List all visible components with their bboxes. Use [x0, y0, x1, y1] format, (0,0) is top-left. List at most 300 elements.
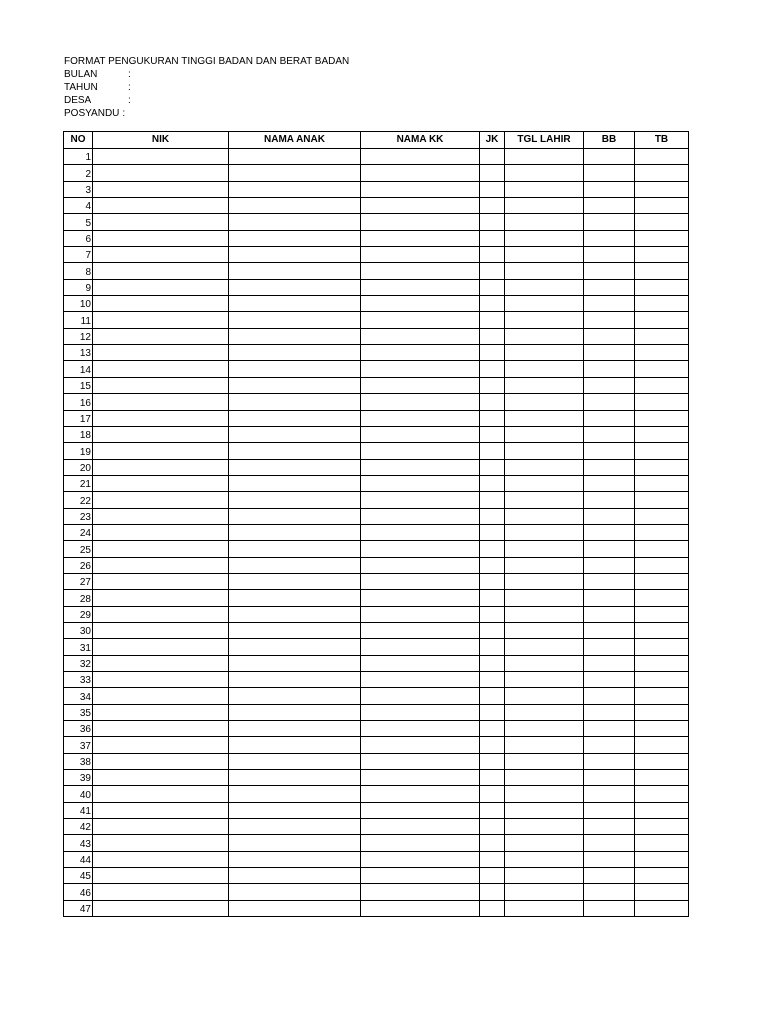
- cell-nik[interactable]: [93, 328, 229, 344]
- cell-tgl-lahir[interactable]: [505, 721, 584, 737]
- cell-jk[interactable]: [480, 263, 505, 279]
- cell-bb[interactable]: [584, 753, 635, 769]
- cell-tb[interactable]: [635, 410, 689, 426]
- cell-bb[interactable]: [584, 900, 635, 916]
- cell-nama-kk[interactable]: [361, 590, 480, 606]
- cell-tb[interactable]: [635, 590, 689, 606]
- cell-bb[interactable]: [584, 786, 635, 802]
- cell-bb[interactable]: [584, 721, 635, 737]
- cell-nik[interactable]: [93, 247, 229, 263]
- cell-bb[interactable]: [584, 606, 635, 622]
- cell-nik[interactable]: [93, 165, 229, 181]
- cell-nama-kk[interactable]: [361, 770, 480, 786]
- cell-tgl-lahir[interactable]: [505, 410, 584, 426]
- cell-jk[interactable]: [480, 688, 505, 704]
- cell-bb[interactable]: [584, 508, 635, 524]
- cell-jk[interactable]: [480, 835, 505, 851]
- cell-tgl-lahir[interactable]: [505, 492, 584, 508]
- cell-nama-kk[interactable]: [361, 688, 480, 704]
- cell-tgl-lahir[interactable]: [505, 655, 584, 671]
- cell-bb[interactable]: [584, 524, 635, 540]
- cell-bb[interactable]: [584, 819, 635, 835]
- cell-nik[interactable]: [93, 541, 229, 557]
- cell-tgl-lahir[interactable]: [505, 296, 584, 312]
- cell-bb[interactable]: [584, 557, 635, 573]
- cell-tb[interactable]: [635, 884, 689, 900]
- cell-jk[interactable]: [480, 312, 505, 328]
- cell-bb[interactable]: [584, 394, 635, 410]
- cell-tb[interactable]: [635, 214, 689, 230]
- cell-tb[interactable]: [635, 328, 689, 344]
- cell-tb[interactable]: [635, 247, 689, 263]
- cell-nama-anak[interactable]: [229, 721, 361, 737]
- cell-nik[interactable]: [93, 851, 229, 867]
- cell-nik[interactable]: [93, 557, 229, 573]
- cell-nama-kk[interactable]: [361, 149, 480, 165]
- cell-nik[interactable]: [93, 426, 229, 442]
- cell-nama-anak[interactable]: [229, 868, 361, 884]
- cell-tb[interactable]: [635, 737, 689, 753]
- cell-nama-anak[interactable]: [229, 181, 361, 197]
- cell-nama-kk[interactable]: [361, 639, 480, 655]
- cell-tb[interactable]: [635, 165, 689, 181]
- cell-tb[interactable]: [635, 296, 689, 312]
- cell-jk[interactable]: [480, 573, 505, 589]
- cell-nama-anak[interactable]: [229, 459, 361, 475]
- cell-nik[interactable]: [93, 377, 229, 393]
- cell-nik[interactable]: [93, 737, 229, 753]
- cell-nama-kk[interactable]: [361, 900, 480, 916]
- cell-bb[interactable]: [584, 770, 635, 786]
- cell-nama-anak[interactable]: [229, 819, 361, 835]
- cell-tgl-lahir[interactable]: [505, 753, 584, 769]
- cell-bb[interactable]: [584, 639, 635, 655]
- cell-nama-anak[interactable]: [229, 410, 361, 426]
- cell-bb[interactable]: [584, 492, 635, 508]
- cell-tgl-lahir[interactable]: [505, 198, 584, 214]
- cell-bb[interactable]: [584, 165, 635, 181]
- cell-tb[interactable]: [635, 361, 689, 377]
- cell-nama-anak[interactable]: [229, 345, 361, 361]
- cell-bb[interactable]: [584, 149, 635, 165]
- cell-tb[interactable]: [635, 802, 689, 818]
- cell-nama-kk[interactable]: [361, 508, 480, 524]
- cell-tgl-lahir[interactable]: [505, 230, 584, 246]
- cell-nama-kk[interactable]: [361, 198, 480, 214]
- cell-tgl-lahir[interactable]: [505, 639, 584, 655]
- cell-tgl-lahir[interactable]: [505, 672, 584, 688]
- cell-bb[interactable]: [584, 802, 635, 818]
- cell-tb[interactable]: [635, 279, 689, 295]
- cell-jk[interactable]: [480, 296, 505, 312]
- cell-tb[interactable]: [635, 557, 689, 573]
- cell-nama-kk[interactable]: [361, 394, 480, 410]
- cell-nik[interactable]: [93, 802, 229, 818]
- cell-nik[interactable]: [93, 492, 229, 508]
- cell-nik[interactable]: [93, 884, 229, 900]
- cell-bb[interactable]: [584, 541, 635, 557]
- cell-tgl-lahir[interactable]: [505, 819, 584, 835]
- cell-nama-kk[interactable]: [361, 655, 480, 671]
- cell-bb[interactable]: [584, 198, 635, 214]
- cell-tb[interactable]: [635, 541, 689, 557]
- cell-jk[interactable]: [480, 230, 505, 246]
- cell-jk[interactable]: [480, 214, 505, 230]
- cell-bb[interactable]: [584, 377, 635, 393]
- cell-nama-anak[interactable]: [229, 149, 361, 165]
- cell-jk[interactable]: [480, 361, 505, 377]
- cell-jk[interactable]: [480, 753, 505, 769]
- cell-nik[interactable]: [93, 688, 229, 704]
- cell-bb[interactable]: [584, 884, 635, 900]
- cell-bb[interactable]: [584, 328, 635, 344]
- cell-tgl-lahir[interactable]: [505, 770, 584, 786]
- cell-bb[interactable]: [584, 312, 635, 328]
- cell-jk[interactable]: [480, 492, 505, 508]
- cell-tgl-lahir[interactable]: [505, 541, 584, 557]
- cell-jk[interactable]: [480, 508, 505, 524]
- cell-tgl-lahir[interactable]: [505, 737, 584, 753]
- cell-nik[interactable]: [93, 296, 229, 312]
- cell-tgl-lahir[interactable]: [505, 181, 584, 197]
- cell-nama-kk[interactable]: [361, 443, 480, 459]
- cell-jk[interactable]: [480, 802, 505, 818]
- cell-nik[interactable]: [93, 508, 229, 524]
- cell-tb[interactable]: [635, 655, 689, 671]
- cell-tgl-lahir[interactable]: [505, 868, 584, 884]
- cell-nik[interactable]: [93, 214, 229, 230]
- cell-jk[interactable]: [480, 459, 505, 475]
- cell-nik[interactable]: [93, 655, 229, 671]
- cell-nama-kk[interactable]: [361, 721, 480, 737]
- cell-nama-kk[interactable]: [361, 279, 480, 295]
- cell-jk[interactable]: [480, 900, 505, 916]
- cell-tb[interactable]: [635, 426, 689, 442]
- cell-nik[interactable]: [93, 622, 229, 638]
- cell-bb[interactable]: [584, 426, 635, 442]
- cell-nama-kk[interactable]: [361, 181, 480, 197]
- cell-nama-kk[interactable]: [361, 541, 480, 557]
- cell-bb[interactable]: [584, 688, 635, 704]
- cell-jk[interactable]: [480, 655, 505, 671]
- cell-tb[interactable]: [635, 819, 689, 835]
- cell-nik[interactable]: [93, 263, 229, 279]
- cell-jk[interactable]: [480, 639, 505, 655]
- cell-tb[interactable]: [635, 345, 689, 361]
- cell-bb[interactable]: [584, 263, 635, 279]
- cell-tb[interactable]: [635, 573, 689, 589]
- cell-nama-kk[interactable]: [361, 622, 480, 638]
- cell-jk[interactable]: [480, 149, 505, 165]
- cell-tb[interactable]: [635, 704, 689, 720]
- cell-tb[interactable]: [635, 230, 689, 246]
- cell-jk[interactable]: [480, 279, 505, 295]
- cell-nik[interactable]: [93, 721, 229, 737]
- cell-nama-anak[interactable]: [229, 704, 361, 720]
- cell-nama-anak[interactable]: [229, 753, 361, 769]
- cell-tb[interactable]: [635, 900, 689, 916]
- cell-bb[interactable]: [584, 851, 635, 867]
- cell-tgl-lahir[interactable]: [505, 263, 584, 279]
- cell-tgl-lahir[interactable]: [505, 851, 584, 867]
- cell-bb[interactable]: [584, 459, 635, 475]
- cell-jk[interactable]: [480, 851, 505, 867]
- cell-nama-anak[interactable]: [229, 361, 361, 377]
- cell-jk[interactable]: [480, 377, 505, 393]
- cell-nama-anak[interactable]: [229, 508, 361, 524]
- cell-tgl-lahir[interactable]: [505, 214, 584, 230]
- cell-nik[interactable]: [93, 819, 229, 835]
- cell-nama-kk[interactable]: [361, 704, 480, 720]
- cell-jk[interactable]: [480, 475, 505, 491]
- cell-nama-kk[interactable]: [361, 263, 480, 279]
- cell-tb[interactable]: [635, 149, 689, 165]
- cell-nama-anak[interactable]: [229, 377, 361, 393]
- cell-nama-kk[interactable]: [361, 230, 480, 246]
- cell-nama-kk[interactable]: [361, 835, 480, 851]
- cell-jk[interactable]: [480, 345, 505, 361]
- cell-nama-anak[interactable]: [229, 492, 361, 508]
- cell-nama-kk[interactable]: [361, 426, 480, 442]
- cell-bb[interactable]: [584, 737, 635, 753]
- cell-nik[interactable]: [93, 443, 229, 459]
- cell-bb[interactable]: [584, 868, 635, 884]
- cell-jk[interactable]: [480, 590, 505, 606]
- cell-nama-anak[interactable]: [229, 770, 361, 786]
- cell-tgl-lahir[interactable]: [505, 590, 584, 606]
- cell-nama-anak[interactable]: [229, 606, 361, 622]
- cell-tgl-lahir[interactable]: [505, 688, 584, 704]
- cell-tb[interactable]: [635, 524, 689, 540]
- cell-nama-kk[interactable]: [361, 573, 480, 589]
- cell-tb[interactable]: [635, 263, 689, 279]
- cell-nama-kk[interactable]: [361, 786, 480, 802]
- cell-tb[interactable]: [635, 492, 689, 508]
- cell-jk[interactable]: [480, 247, 505, 263]
- cell-jk[interactable]: [480, 557, 505, 573]
- cell-nik[interactable]: [93, 524, 229, 540]
- cell-tgl-lahir[interactable]: [505, 443, 584, 459]
- cell-tgl-lahir[interactable]: [505, 557, 584, 573]
- cell-nama-kk[interactable]: [361, 868, 480, 884]
- cell-nama-kk[interactable]: [361, 524, 480, 540]
- cell-nama-kk[interactable]: [361, 475, 480, 491]
- cell-bb[interactable]: [584, 475, 635, 491]
- cell-tb[interactable]: [635, 672, 689, 688]
- cell-tb[interactable]: [635, 394, 689, 410]
- cell-nama-kk[interactable]: [361, 328, 480, 344]
- cell-tgl-lahir[interactable]: [505, 165, 584, 181]
- cell-jk[interactable]: [480, 770, 505, 786]
- cell-tgl-lahir[interactable]: [505, 394, 584, 410]
- cell-bb[interactable]: [584, 279, 635, 295]
- cell-nik[interactable]: [93, 345, 229, 361]
- cell-jk[interactable]: [480, 606, 505, 622]
- cell-nama-kk[interactable]: [361, 247, 480, 263]
- cell-jk[interactable]: [480, 819, 505, 835]
- cell-jk[interactable]: [480, 426, 505, 442]
- cell-tgl-lahir[interactable]: [505, 279, 584, 295]
- cell-tgl-lahir[interactable]: [505, 459, 584, 475]
- cell-tgl-lahir[interactable]: [505, 524, 584, 540]
- cell-nik[interactable]: [93, 704, 229, 720]
- cell-nama-kk[interactable]: [361, 884, 480, 900]
- cell-tgl-lahir[interactable]: [505, 149, 584, 165]
- cell-nik[interactable]: [93, 312, 229, 328]
- cell-bb[interactable]: [584, 296, 635, 312]
- cell-jk[interactable]: [480, 868, 505, 884]
- cell-jk[interactable]: [480, 443, 505, 459]
- cell-nik[interactable]: [93, 672, 229, 688]
- cell-tgl-lahir[interactable]: [505, 328, 584, 344]
- cell-jk[interactable]: [480, 165, 505, 181]
- cell-nama-anak[interactable]: [229, 214, 361, 230]
- cell-tgl-lahir[interactable]: [505, 900, 584, 916]
- cell-bb[interactable]: [584, 247, 635, 263]
- cell-nik[interactable]: [93, 573, 229, 589]
- cell-nama-anak[interactable]: [229, 590, 361, 606]
- cell-nik[interactable]: [93, 149, 229, 165]
- cell-jk[interactable]: [480, 198, 505, 214]
- cell-tb[interactable]: [635, 868, 689, 884]
- cell-nama-kk[interactable]: [361, 345, 480, 361]
- cell-tgl-lahir[interactable]: [505, 884, 584, 900]
- cell-nama-anak[interactable]: [229, 312, 361, 328]
- cell-tb[interactable]: [635, 459, 689, 475]
- cell-tb[interactable]: [635, 786, 689, 802]
- cell-nama-kk[interactable]: [361, 753, 480, 769]
- cell-tgl-lahir[interactable]: [505, 786, 584, 802]
- cell-jk[interactable]: [480, 704, 505, 720]
- cell-nama-kk[interactable]: [361, 296, 480, 312]
- cell-nik[interactable]: [93, 181, 229, 197]
- cell-bb[interactable]: [584, 672, 635, 688]
- cell-nama-anak[interactable]: [229, 541, 361, 557]
- cell-tb[interactable]: [635, 312, 689, 328]
- cell-nama-anak[interactable]: [229, 279, 361, 295]
- cell-nama-anak[interactable]: [229, 263, 361, 279]
- cell-jk[interactable]: [480, 884, 505, 900]
- cell-nama-kk[interactable]: [361, 606, 480, 622]
- cell-nama-anak[interactable]: [229, 165, 361, 181]
- cell-tb[interactable]: [635, 688, 689, 704]
- cell-nama-anak[interactable]: [229, 884, 361, 900]
- cell-tgl-lahir[interactable]: [505, 345, 584, 361]
- cell-jk[interactable]: [480, 672, 505, 688]
- cell-bb[interactable]: [584, 835, 635, 851]
- cell-tgl-lahir[interactable]: [505, 426, 584, 442]
- cell-bb[interactable]: [584, 181, 635, 197]
- cell-nama-kk[interactable]: [361, 851, 480, 867]
- cell-bb[interactable]: [584, 410, 635, 426]
- cell-tgl-lahir[interactable]: [505, 622, 584, 638]
- cell-bb[interactable]: [584, 214, 635, 230]
- cell-tb[interactable]: [635, 377, 689, 393]
- cell-tb[interactable]: [635, 770, 689, 786]
- cell-nik[interactable]: [93, 590, 229, 606]
- cell-nama-anak[interactable]: [229, 230, 361, 246]
- cell-nama-anak[interactable]: [229, 672, 361, 688]
- cell-tb[interactable]: [635, 851, 689, 867]
- cell-nama-kk[interactable]: [361, 214, 480, 230]
- cell-jk[interactable]: [480, 622, 505, 638]
- cell-tb[interactable]: [635, 835, 689, 851]
- cell-bb[interactable]: [584, 655, 635, 671]
- cell-tb[interactable]: [635, 475, 689, 491]
- cell-tgl-lahir[interactable]: [505, 802, 584, 818]
- cell-nik[interactable]: [93, 198, 229, 214]
- cell-tgl-lahir[interactable]: [505, 606, 584, 622]
- cell-nik[interactable]: [93, 361, 229, 377]
- cell-tgl-lahir[interactable]: [505, 312, 584, 328]
- cell-jk[interactable]: [480, 181, 505, 197]
- cell-nama-anak[interactable]: [229, 443, 361, 459]
- cell-bb[interactable]: [584, 622, 635, 638]
- cell-nama-anak[interactable]: [229, 786, 361, 802]
- cell-nik[interactable]: [93, 835, 229, 851]
- cell-tb[interactable]: [635, 443, 689, 459]
- cell-nama-anak[interactable]: [229, 900, 361, 916]
- cell-jk[interactable]: [480, 328, 505, 344]
- cell-nama-anak[interactable]: [229, 655, 361, 671]
- cell-nama-anak[interactable]: [229, 802, 361, 818]
- cell-tb[interactable]: [635, 622, 689, 638]
- cell-nama-anak[interactable]: [229, 198, 361, 214]
- cell-nama-anak[interactable]: [229, 524, 361, 540]
- cell-nik[interactable]: [93, 770, 229, 786]
- cell-nama-anak[interactable]: [229, 557, 361, 573]
- cell-tb[interactable]: [635, 508, 689, 524]
- cell-nama-anak[interactable]: [229, 296, 361, 312]
- cell-nik[interactable]: [93, 394, 229, 410]
- cell-nama-kk[interactable]: [361, 410, 480, 426]
- cell-nama-anak[interactable]: [229, 851, 361, 867]
- cell-nik[interactable]: [93, 230, 229, 246]
- cell-nik[interactable]: [93, 459, 229, 475]
- cell-tgl-lahir[interactable]: [505, 475, 584, 491]
- cell-nama-kk[interactable]: [361, 361, 480, 377]
- cell-nama-anak[interactable]: [229, 426, 361, 442]
- cell-nama-kk[interactable]: [361, 802, 480, 818]
- cell-tgl-lahir[interactable]: [505, 247, 584, 263]
- cell-nik[interactable]: [93, 900, 229, 916]
- cell-nik[interactable]: [93, 606, 229, 622]
- cell-nama-kk[interactable]: [361, 492, 480, 508]
- cell-jk[interactable]: [480, 524, 505, 540]
- cell-bb[interactable]: [584, 230, 635, 246]
- cell-jk[interactable]: [480, 541, 505, 557]
- cell-tb[interactable]: [635, 753, 689, 769]
- cell-tb[interactable]: [635, 181, 689, 197]
- cell-nama-kk[interactable]: [361, 737, 480, 753]
- cell-nama-kk[interactable]: [361, 557, 480, 573]
- cell-nik[interactable]: [93, 410, 229, 426]
- cell-nama-anak[interactable]: [229, 475, 361, 491]
- cell-jk[interactable]: [480, 737, 505, 753]
- cell-tgl-lahir[interactable]: [505, 704, 584, 720]
- cell-tgl-lahir[interactable]: [505, 377, 584, 393]
- cell-nama-anak[interactable]: [229, 622, 361, 638]
- cell-nama-anak[interactable]: [229, 573, 361, 589]
- cell-nik[interactable]: [93, 639, 229, 655]
- cell-nik[interactable]: [93, 279, 229, 295]
- cell-nik[interactable]: [93, 475, 229, 491]
- cell-bb[interactable]: [584, 345, 635, 361]
- cell-nama-kk[interactable]: [361, 377, 480, 393]
- cell-bb[interactable]: [584, 361, 635, 377]
- cell-jk[interactable]: [480, 410, 505, 426]
- cell-nama-anak[interactable]: [229, 639, 361, 655]
